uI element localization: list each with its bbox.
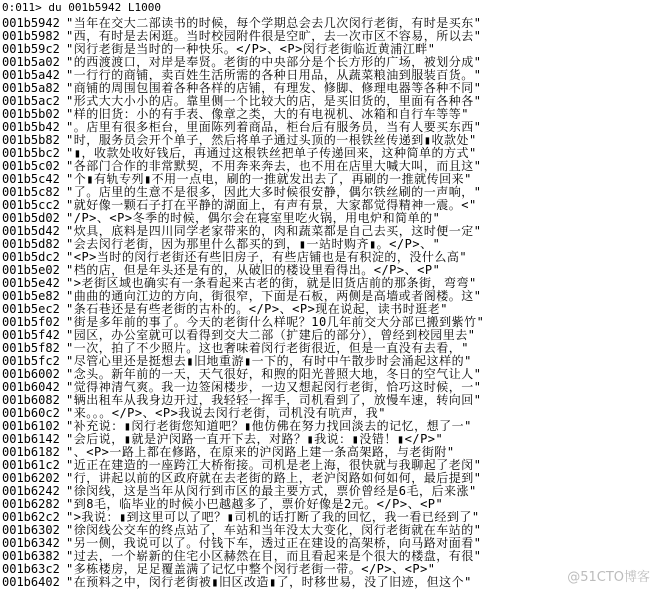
- memory-text: "一次，拍了不少照片。这也奢味着闵行老街很近，但是一直没有去看，": [66, 341, 469, 355]
- memory-text: "炊具，底料是四川同学老家带来的，肉和蔬菜都是自己去买，这时便一定": [66, 224, 482, 238]
- memory-text: "园区，办公室就可以看得到交大二部（扩建后的部分），曾经到校园里去": [66, 328, 476, 342]
- memory-address: 001b6042: [2, 380, 60, 394]
- memory-text: "/P>、<P>冬季的时候，偶尔会在寝室里吃火锅，用电炉和简单的": [66, 211, 441, 225]
- memory-address: 001b5c02: [2, 159, 60, 173]
- memory-address: 001b5ec2: [2, 302, 60, 316]
- memory-text: "近正在建造的一座跨江大桥衔接。司机是老上海，很快就与我聊起了老闵": [66, 458, 482, 472]
- memory-address: 001b61c2: [2, 458, 60, 472]
- memory-address: 001b5e02: [2, 263, 60, 277]
- memory-address: 001b59c2: [2, 42, 60, 56]
- memory-address: 001b5b02: [2, 107, 60, 121]
- memory-address: 001b5a42: [2, 68, 60, 82]
- memory-text: "徐闵线公交车的终点站了，车站和当年没太大变化，闵行老街就在车站的": [66, 523, 482, 537]
- memory-address: 001b63c2: [2, 562, 60, 576]
- memory-address: 001b6382: [2, 549, 60, 563]
- memory-address: 001b6082: [2, 393, 60, 407]
- memory-text: "徐闵线，这是当年从闵行到市区的最主要方式，票价曾经是6毛，后来涨": [66, 484, 477, 498]
- memory-address: 001b5f42: [2, 328, 60, 342]
- memory-text: "。店里有很多柜台，里面陈列着商品，柜台后有服务员，当有人要买东西": [66, 120, 482, 134]
- memory-text: "、<P>一路上都在修路，在原来的沪闵路上建一条高架路，与老街附": [66, 445, 455, 459]
- memory-text: "<P>当时的闵行老街还有些旧房子，有些店铺也是有积淀的，没什么高": [66, 250, 468, 264]
- watermark: @51CTO博客: [567, 570, 650, 585]
- memory-text: "档的店，但是年头还是有的，从破旧的楼设里看得出。</P>、<P": [66, 263, 441, 277]
- memory-text: "念头。新年前的一天，天气很好，和煦的阳光普照大地，冬日的空气让人": [66, 367, 482, 381]
- memory-address: 001b6142: [2, 432, 60, 446]
- memory-text: "当年在交大二部读书的时候，每个学期总会去几次闵行老街，有时是买东": [66, 16, 482, 30]
- memory-address: 001b6282: [2, 497, 60, 511]
- memory-text: "另一侧，我说可以了。付钱下车，透过正在建设的高架桥，向马路对面看": [66, 536, 482, 550]
- memory-address: 001b5ac2: [2, 94, 60, 108]
- memory-address: 001b5fc2: [2, 354, 60, 368]
- memory-address: 001b5942: [2, 16, 60, 30]
- memory-text: "形式大大小小的店。靠里侧一个比较大的店，是买旧货的，里面有各种各": [66, 94, 482, 108]
- memory-address: 001b5b82: [2, 133, 60, 147]
- memory-address: 001b5d42: [2, 224, 60, 238]
- memory-text: "到8毛，临毕业的时候小巴越越多了，票价好像是2元。</P>、<P": [66, 497, 444, 511]
- command-line[interactable]: 0:011> du 001b5942 L1000: [2, 1, 161, 14]
- memory-address: 001b5d02: [2, 211, 60, 225]
- memory-text: "觉得神清气爽。我一边签闲楼步，一边又想起闵行老街，恰巧这时候，一": [66, 380, 482, 394]
- memory-address: 001b5a82: [2, 81, 60, 95]
- memory-text: "在预料之中，闵行老街被▮旧区改造▮了，时移世易，没了旧迹，但这个": [66, 575, 472, 589]
- memory-text: "会后说，▮就是沪闵路一直开下去，对路？▮我说：▮没错！▮</P>": [66, 432, 444, 446]
- memory-address: 001b5b42: [2, 120, 60, 134]
- memory-address: 001b5e42: [2, 276, 60, 290]
- memory-address: 001b6342: [2, 536, 60, 550]
- memory-address: 001b5cc2: [2, 198, 60, 212]
- memory-text: "一行行的商铺，卖百姓生活所需的各种日用品，从蔬菜粮油到服装百货。": [66, 68, 482, 82]
- memory-text: "▮，收款处收好钱后，再通过这根铁丝把单子传递回来，这种简单的方式": [66, 146, 477, 160]
- memory-address: 001b5c42: [2, 172, 60, 186]
- memory-address: 001b6202: [2, 471, 60, 485]
- memory-text: "时，服务员会开个单子，然后将单子通过头顶的一根铁丝传递到▮收款处": [66, 133, 477, 147]
- memory-address: 001b6182: [2, 445, 60, 459]
- memory-address: 001b5bc2: [2, 146, 60, 160]
- memory-text: "街是多年前的事了。今天的老街什么样呢？10几年前交大分部已搬到紫竹": [66, 315, 485, 329]
- dump-line: [2, 574, 652, 590]
- memory-text: "行，讲起以前的区政府就在去老街的路上，老沪闵路如何如何，最后提到": [66, 471, 482, 485]
- memory-text: "了。店里的生意不是很多，因此大多时候很安静，偶尔铁丝刷的一声响，": [66, 185, 482, 199]
- memory-text: "个▮有轨专列▮不用一点电，刷的一推就发出去了，再刷的一推就传回来": [66, 172, 472, 186]
- memory-text: "辆出租车从我身边开过，我轻轻一挥手，司机看到了，放慢车速，转向回": [66, 393, 482, 407]
- memory-address: 001b5f82: [2, 341, 60, 355]
- memory-address: 001b5e82: [2, 289, 60, 303]
- memory-text: ">老街区域也确实有一条看起来古老的街，就是旧货店前的那条街，弯弯": [66, 276, 477, 290]
- memory-address: 001b60c2: [2, 406, 60, 420]
- memory-text: "曲曲的通向江边的方向，街很窄，下面是石板，两侧是高墙或者阁楼。这": [66, 289, 482, 303]
- memory-text: "多栋楼房，足足覆盖满了记忆中整个闵行老街一带。</P>、<P>": [66, 562, 436, 576]
- memory-address: 001b6102: [2, 419, 60, 433]
- memory-address: 001b6002: [2, 367, 60, 381]
- memory-address: 001b5a02: [2, 55, 60, 69]
- memory-address: 001b5f02: [2, 315, 60, 329]
- memory-address: 001b6302: [2, 523, 60, 537]
- memory-address: 001b5dc2: [2, 250, 60, 264]
- memory-text: "各部门合作的非常默契，不用奔来奔去，也不用在店里大喊大叫，而且这": [66, 159, 482, 173]
- memory-text: "补充说：▮闵行老街您知道吧？▮他仿佛在努力找回淡去的记忆，想了一": [66, 419, 472, 433]
- memory-text: "商铺的周围包围着各种各样的店铺，有理发、修脚、修理电器等各种不同": [66, 81, 482, 95]
- memory-text: ">我说：▮到这里可以了吧？▮司机的话打断了我的回忆，我一看已经到了": [66, 510, 480, 524]
- memory-text: "条石巷还是有些老街的古朴的。</P>、<P>现在说起，读书时逛老": [66, 302, 449, 316]
- memory-text: "尽管心里还是挺想去▮旧地重游▮一下的，有时中午散步时会涌起这样的": [66, 354, 472, 368]
- memory-text: "会去闵行老街，因为那里什么都买的到，▮一站时购齐▮。</P>、": [66, 237, 441, 251]
- memory-text: "闵行老街是当时的一种快乐。</P>、<P>闵行老街临近黄浦江畔": [66, 42, 436, 56]
- memory-text: "样的旧货：小的有手表、像章之类，大的有电视机、冰箱和自行车等等": [66, 107, 469, 121]
- memory-address: 001b6402: [2, 575, 60, 589]
- memory-address: 001b6242: [2, 484, 60, 498]
- memory-address: 001b5d82: [2, 237, 60, 251]
- memory-text: "过去，一个崭新的住宅小区赫然在目，而且看起来是个很大的楼盘，有很": [66, 549, 482, 563]
- memory-address: 001b5982: [2, 29, 60, 43]
- memory-text: "西，有时是去闲逛。当时校园附件很是空旷，去一次市区不容易，所以去": [66, 29, 482, 43]
- memory-text: "的西渡渡口，对岸是奉贤。老街的中央部分是个长方形的广场，被划分成": [66, 55, 482, 69]
- memory-address: 001b62c2: [2, 510, 60, 524]
- memory-address: 001b5c82: [2, 185, 60, 199]
- memory-text: "就好像一颗石子打在平静的湖面上，有声有景，大家都觉得精神一震。<": [66, 198, 477, 212]
- memory-text: "来。。。</P>、<P>我说去闵行老街，司机没有吭声，我": [66, 406, 387, 420]
